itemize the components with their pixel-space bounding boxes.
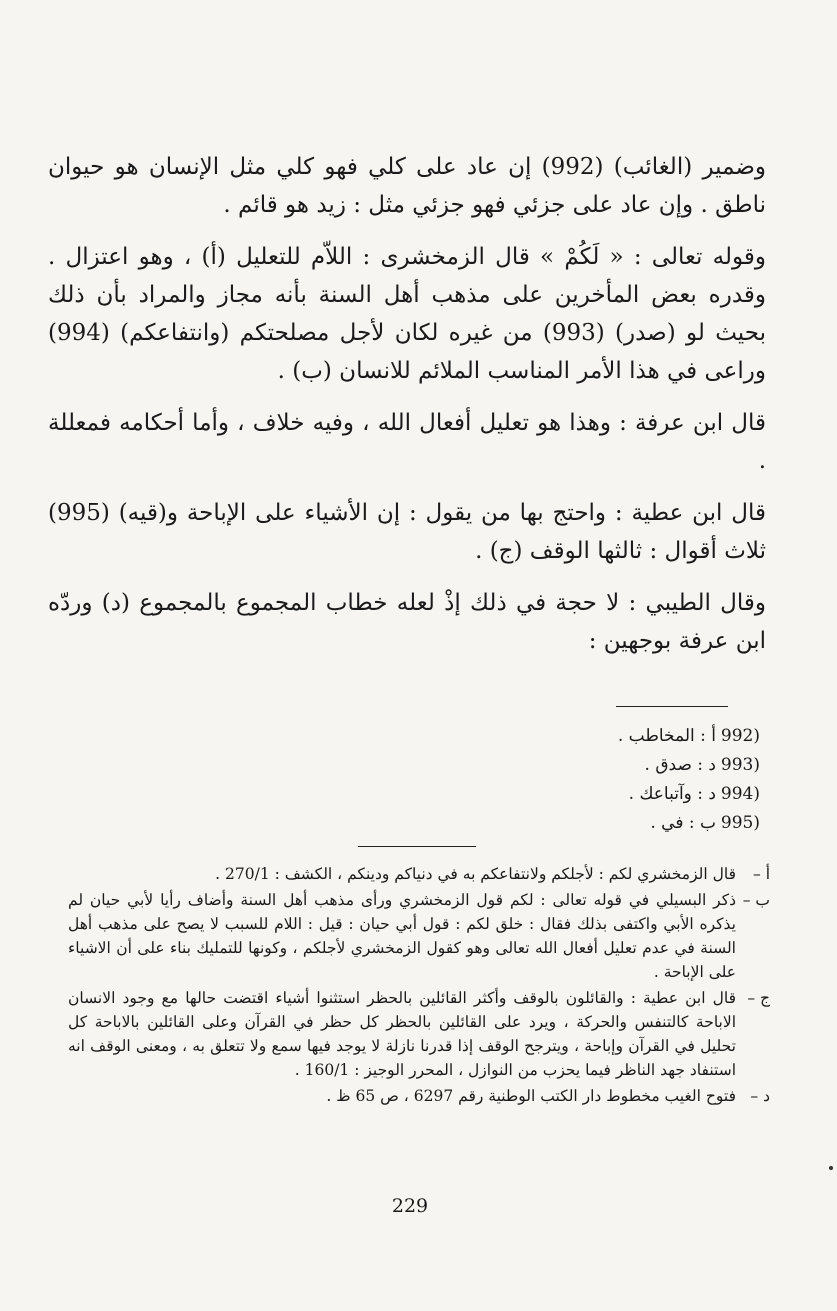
variant-ref-row: [420, 809, 760, 838]
divider-short: [616, 706, 728, 707]
paragraph: قال ابن عرفة : وهذا هو تعليل أفعال الله ، وفيه خلاف ، وأما أحكامه فمعللة .: [48, 410, 766, 474]
paragraph: قال ابن عطية : واحتج بها من يقول : إن الأشياء على الإباحة و(قيه) (995) ثلاث أقوال : ثالثها الوقف (ج) .: [48, 500, 766, 564]
footnote-marker: ب –: [742, 891, 770, 909]
variant-ref-number: (992: [720, 726, 760, 746]
footnote: [68, 986, 770, 1082]
footnote-text: قال الزمخشري لكم : لأجلكم ولانتفاعكم به في دنياكم ودينكم ، الكشف : 270/1 .: [215, 865, 736, 883]
variant-ref-row: [420, 751, 760, 780]
main-text: [48, 148, 766, 674]
variant-ref-text: د : وآتباعك .: [628, 784, 716, 804]
variant-ref-number: (995: [720, 813, 760, 833]
scan-speck: [829, 1166, 833, 1170]
variant-ref-text: أ : المخاطب .: [617, 726, 716, 746]
paragraph: وقال الطيبي : لا حجة في ذلك إذْ لعله خطاب المجموع بالمجموع (د) وردّه ابن عرفة بوجهين :: [48, 590, 766, 654]
footnote: [68, 1084, 770, 1108]
footnote-marker: ج –: [747, 989, 770, 1007]
variant-ref-number: (993: [720, 755, 760, 775]
footnote-marker: د –: [750, 1087, 770, 1105]
footnote: [68, 888, 770, 984]
page-number: 229: [391, 1195, 429, 1217]
footnote-marker: أ –: [753, 865, 770, 883]
variant-ref-number: (994: [720, 784, 760, 804]
variant-ref-row: [420, 722, 760, 751]
variant-ref-row: [420, 780, 760, 809]
footnote-text: قال ابن عطية : والقائلون بالوقف وأكثر القائلين بالحظر استثنوا أشياء اقتضت حالها مع وجود الانسان الاباحة كالتنفس والحركة ، ويرد على القائلين بالحظر كل حظر في القرآن وعلى القائلين بالاباحة كل تحليل في القرآن وإباحة ، ويترجح الوقف إذا قدرنا نازلة لا يوجد فيها سمع ولا تتعلق به ، ومعنى الوقف انه استنفاد جهد الناظر فيما يحزب من النوازل ، المحرر الوجيز : 160/1 .: [68, 989, 736, 1079]
variant-ref-text: ب : في .: [650, 813, 716, 833]
footnotes: [68, 862, 770, 1110]
footnote-text: فتوح الغيب مخطوط دار الكتب الوطنية رقم 6297 ، ص 65 ظ .: [326, 1087, 736, 1105]
footnote-text: ذكر البسيلي في قوله تعالى : لكم قول الزمخشري ورأى مذهب أهل السنة وأضاف رأيا لأبي حيان لم يذكره الأبي واكتفى بذلك فقال : خلق لكم : قول أبي حيان : قيل : اللام للسبب لا يصح على مذهب أهل السنة في عدم تعليل أفعال الله تعالى وهو كقول الزمخشري لأجلكم ، وكونها للتمليك بناء على أن الاشياء على الإباحة .: [68, 891, 736, 981]
paragraph: وضمير (الغائب) (992) إن عاد على كلي فهو كلي مثل الإنسان هو حيوان ناطق . وإن عاد على جزئي فهو جزئي مثل : زيد هو قائم .: [48, 154, 767, 218]
paragraph: وقوله تعالى : « لَكُمْ » قال الزمخشرى : اللاّم للتعليل (أ) ، وهو اعتزال . وقدره بعض المأخرين على مذهب أهل السنة بأنه مجاز والمراد بأن ذلك بحيث لو (صدر) (993) من غيره لكان لأجل مصلحتكم (وانتفاعكم) (994) وراعى في هذا الأمر المناسب الملائم للانسان (ب) .: [48, 244, 766, 384]
divider-footnotes: [358, 846, 476, 847]
variant-ref-text: د : صدق .: [644, 755, 716, 775]
footnote: [68, 862, 770, 886]
variant-references: [420, 722, 760, 838]
